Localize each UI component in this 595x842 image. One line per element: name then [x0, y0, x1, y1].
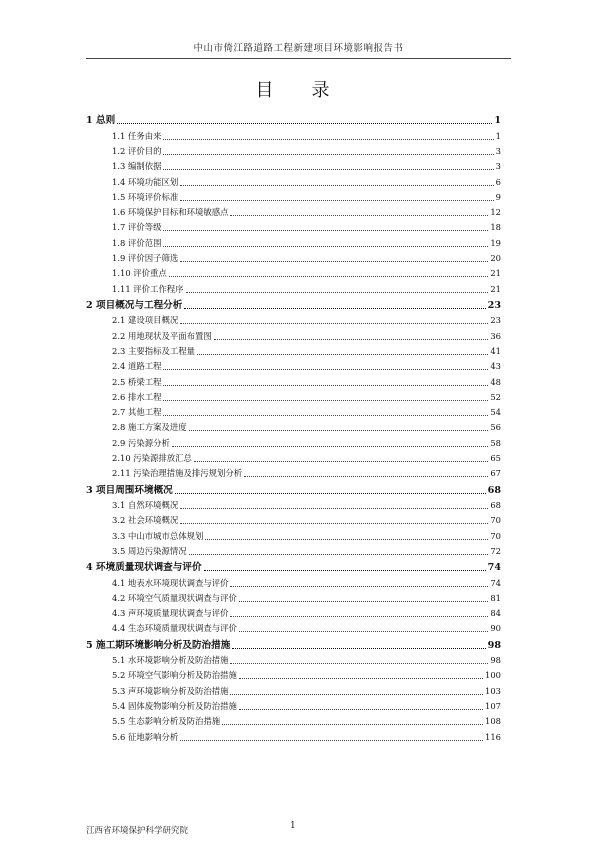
toc-entry-title: 2.4 道路工程 — [112, 361, 162, 372]
toc-section-entry[interactable] — [86, 542, 501, 557]
toc-section-entry[interactable] — [86, 388, 501, 403]
toc-entry-title: 1.5 环境评价标准 — [112, 191, 179, 202]
toc-entry-title: 5.5 生态影响分析及防治措施 — [112, 716, 221, 727]
toc-entry-page: 1 — [494, 115, 501, 127]
dot-leader — [230, 585, 488, 587]
toc-section-entry[interactable] — [86, 357, 501, 372]
toc-section-entry[interactable] — [86, 218, 501, 233]
toc-entry-page: 74 — [487, 562, 501, 574]
toc-entry-page: 3 — [495, 161, 501, 172]
toc-section-entry[interactable] — [86, 619, 501, 634]
toc-entry-page: 100 — [485, 670, 501, 681]
toc-entry-page: 58 — [490, 437, 501, 448]
toc-entry-page: 70 — [490, 530, 501, 541]
dot-leader — [230, 615, 488, 617]
toc-entry-title: 5 施工期环境影响分析及防治措施 — [86, 639, 231, 651]
toc-entry-page: 9 — [495, 191, 501, 202]
dot-leader — [244, 475, 488, 477]
toc-section-entry[interactable] — [86, 311, 501, 326]
dot-leader — [197, 353, 488, 355]
toc-entry-title: 3 项目周围环境概况 — [86, 484, 173, 496]
table-of-contents — [86, 110, 501, 743]
toc-entry-title: 2.10 污染源排放汇总 — [112, 453, 192, 464]
toc-section-entry[interactable] — [86, 511, 501, 526]
toc-chapter-entry[interactable] — [86, 634, 501, 650]
dot-leader — [175, 492, 486, 494]
toc-section-entry[interactable] — [86, 418, 501, 433]
toc-section-entry[interactable] — [86, 433, 501, 448]
toc-section-entry[interactable] — [86, 326, 501, 341]
toc-entry-title: 5.1 水环境影响分析及防治措施 — [112, 655, 229, 666]
dot-leader — [204, 569, 486, 571]
toc-entry-title: 5.4 固体废物影响分析及防治措施 — [112, 701, 237, 712]
toc-section-entry[interactable] — [86, 727, 501, 742]
dot-leader — [239, 600, 488, 602]
toc-entry-page: 67 — [490, 468, 501, 479]
toc-entry-page: 108 — [485, 716, 501, 727]
toc-entry-title: 4 环境质量现状调查与评价 — [86, 562, 202, 574]
dot-leader — [214, 338, 489, 340]
toc-entry-page: 41 — [490, 345, 501, 356]
toc-entry-page: 23 — [490, 315, 501, 326]
toc-entry-title: 2.6 排水工程 — [112, 391, 162, 402]
toc-entry-page: 68 — [490, 500, 501, 510]
toc-entry-title: 1.4 环境功能区划 — [112, 176, 179, 187]
toc-section-entry[interactable] — [86, 142, 501, 157]
toc-entry-title: 1.10 评价重点 — [112, 268, 167, 279]
toc-section-entry[interactable] — [86, 264, 501, 279]
toc-entry-title: 5.6 征地影响分析 — [112, 731, 179, 742]
toc-section-entry[interactable] — [86, 651, 501, 666]
toc-entry-title: 1.6 环境保护目标和环境敏感点 — [112, 207, 229, 218]
toc-entry-title: 2.7 其他工程 — [112, 407, 162, 418]
toc-entry-page: 65 — [490, 453, 501, 464]
toc-entry-page: 70 — [490, 515, 501, 526]
toc-section-entry[interactable] — [86, 712, 501, 727]
toc-entry-page: 54 — [490, 407, 501, 418]
toc-entry-page: 98 — [490, 655, 501, 666]
toc-chapter-entry[interactable] — [86, 295, 501, 311]
toc-chapter-entry[interactable] — [86, 479, 501, 495]
toc-section-entry[interactable] — [86, 526, 501, 541]
toc-entry-page: 90 — [490, 623, 501, 634]
toc-entry-page: 1 — [495, 130, 501, 141]
toc-section-entry[interactable] — [86, 449, 501, 464]
toc-entry-title: 4.2 环境空气质量现状调查与评价 — [112, 592, 237, 603]
dot-leader — [205, 538, 488, 540]
dot-leader — [184, 307, 485, 309]
toc-entry-title: 3.2 社会环境概况 — [112, 515, 179, 526]
dot-leader — [180, 199, 493, 201]
toc-entry-title: 4.1 地表水环境现状调查与评价 — [112, 577, 229, 588]
toc-entry-title: 1.3 编制依据 — [112, 161, 162, 172]
toc-section-entry[interactable] — [86, 342, 501, 357]
dot-leader — [239, 630, 488, 632]
toc-section-entry[interactable] — [86, 188, 501, 203]
toc-entry-title: 2.11 污染治理措施及排污规划分析 — [112, 468, 243, 479]
dot-leader — [180, 260, 488, 262]
toc-entry-title: 1.9 评价因子筛选 — [112, 253, 179, 264]
toc-entry-title: 1.8 评价范围 — [112, 237, 162, 248]
toc-entry-title: 2.9 污染源分析 — [112, 437, 170, 448]
toc-entry-title: 1.7 评价等级 — [112, 222, 162, 233]
toc-entry-page: 116 — [485, 731, 501, 742]
dot-leader — [163, 368, 488, 370]
toc-entry-title: 2 项目概况与工程分析 — [86, 300, 183, 312]
toc-section-entry[interactable] — [86, 279, 501, 294]
toc-entry-page: 6 — [495, 176, 501, 187]
page-number: 1 — [290, 821, 296, 831]
toc-entry-page: 12 — [490, 207, 501, 218]
dot-leader — [180, 507, 488, 509]
dot-leader — [194, 460, 488, 462]
dot-leader — [180, 184, 493, 186]
dot-leader — [163, 138, 493, 140]
toc-section-entry[interactable] — [86, 372, 501, 387]
toc-entry-page: 21 — [490, 268, 501, 279]
toc-chapter-entry[interactable] — [86, 557, 501, 573]
dot-leader — [163, 153, 493, 155]
running-header: 中山市倚江路道路工程新建项目环境影响报告书 — [193, 43, 404, 54]
toc-entry-page: 23 — [487, 300, 501, 312]
toc-entry-title: 1.11 评价工作程序 — [112, 283, 184, 294]
toc-entry-title: 3.5 周边污染源情况 — [112, 545, 187, 556]
toc-entry-page: 52 — [490, 391, 501, 402]
dot-leader — [222, 723, 483, 725]
toc-entry-title: 5.2 环境空气影响分析及防治措施 — [112, 670, 237, 681]
toc-entry-page: 21 — [490, 283, 501, 294]
toc-entry-page: 19 — [490, 237, 501, 248]
toc-entry-title: 1 总则 — [86, 115, 116, 127]
dot-leader — [180, 739, 483, 741]
toc-entry-page: 84 — [490, 608, 501, 619]
dot-leader — [163, 399, 488, 401]
toc-entry-title: 4.4 生态环境质量现状调查与评价 — [112, 623, 237, 634]
toc-section-entry[interactable] — [86, 203, 501, 218]
toc-section-entry[interactable] — [86, 589, 501, 604]
toc-section-entry[interactable] — [86, 496, 501, 511]
toc-entry-page: 103 — [485, 685, 501, 696]
toc-entry-title: 5.3 声环境影响分析及防治措施 — [112, 685, 229, 696]
toc-section-entry[interactable] — [86, 403, 501, 418]
toc-section-entry[interactable] — [86, 126, 501, 141]
toc-chapter-entry[interactable] — [86, 110, 501, 126]
dot-leader — [189, 429, 489, 431]
toc-entry-title: 4.3 声环境质量现状调查与评价 — [112, 608, 229, 619]
toc-entry-title: 2.2 用地现状及平面布置图 — [112, 330, 212, 341]
toc-section-entry[interactable] — [86, 233, 501, 248]
toc-entry-page: 72 — [490, 545, 501, 556]
toc-entry-page: 68 — [487, 484, 501, 496]
dot-leader — [230, 693, 483, 695]
dot-leader — [163, 414, 488, 416]
dot-leader — [239, 677, 483, 679]
toc-entry-title: 3.3 中山市城市总体规划 — [112, 530, 204, 541]
dot-leader — [186, 291, 489, 293]
dot-leader — [189, 553, 489, 555]
toc-entry-page: 48 — [490, 376, 501, 387]
toc-entry-page: 36 — [490, 330, 501, 341]
dot-leader — [163, 384, 488, 386]
toc-entry-page: 107 — [485, 701, 501, 712]
dot-leader — [169, 275, 489, 277]
dot-leader — [232, 647, 485, 649]
toc-entry-title: 3.1 自然环境概况 — [112, 500, 179, 510]
dot-leader — [163, 229, 488, 231]
dot-leader — [230, 662, 488, 664]
toc-entry-page: 3 — [495, 145, 501, 156]
dot-leader — [163, 168, 493, 170]
dot-leader — [172, 445, 488, 447]
header-rule — [86, 58, 511, 59]
toc-section-entry[interactable] — [86, 604, 501, 619]
toc-entry-page: 81 — [490, 592, 501, 603]
toc-section-entry[interactable] — [86, 666, 501, 681]
dot-leader — [180, 322, 488, 324]
toc-title: 目 录 — [255, 80, 340, 101]
toc-section-entry[interactable] — [86, 681, 501, 696]
dot-leader — [230, 214, 488, 216]
dot-leader — [239, 708, 483, 710]
toc-section-entry[interactable] — [86, 573, 501, 588]
toc-entry-title: 2.1 建设项目概况 — [112, 315, 179, 326]
toc-entry-page: 98 — [487, 639, 501, 651]
toc-entry-page: 56 — [490, 422, 501, 433]
footer-institution: 江西省环境保护科学研究院 — [86, 826, 189, 836]
toc-entry-title: 1.1 任务由来 — [112, 130, 162, 141]
toc-entry-page: 18 — [490, 222, 501, 233]
dot-leader — [180, 522, 488, 524]
toc-entry-title: 2.3 主要指标及工程量 — [112, 345, 195, 356]
toc-entry-title: 2.8 施工方案及进度 — [112, 422, 187, 433]
dot-leader — [163, 245, 488, 247]
toc-entry-page: 74 — [490, 577, 501, 588]
toc-section-entry[interactable] — [86, 464, 501, 479]
toc-section-entry[interactable] — [86, 172, 501, 187]
toc-section-entry[interactable] — [86, 249, 501, 264]
toc-section-entry[interactable] — [86, 157, 501, 172]
toc-section-entry[interactable] — [86, 697, 501, 712]
toc-entry-page: 20 — [490, 253, 501, 264]
toc-entry-page: 43 — [490, 361, 501, 372]
toc-entry-title: 2.5 桥梁工程 — [112, 376, 162, 387]
toc-entry-title: 1.2 评价目的 — [112, 145, 162, 156]
dot-leader — [117, 122, 492, 124]
